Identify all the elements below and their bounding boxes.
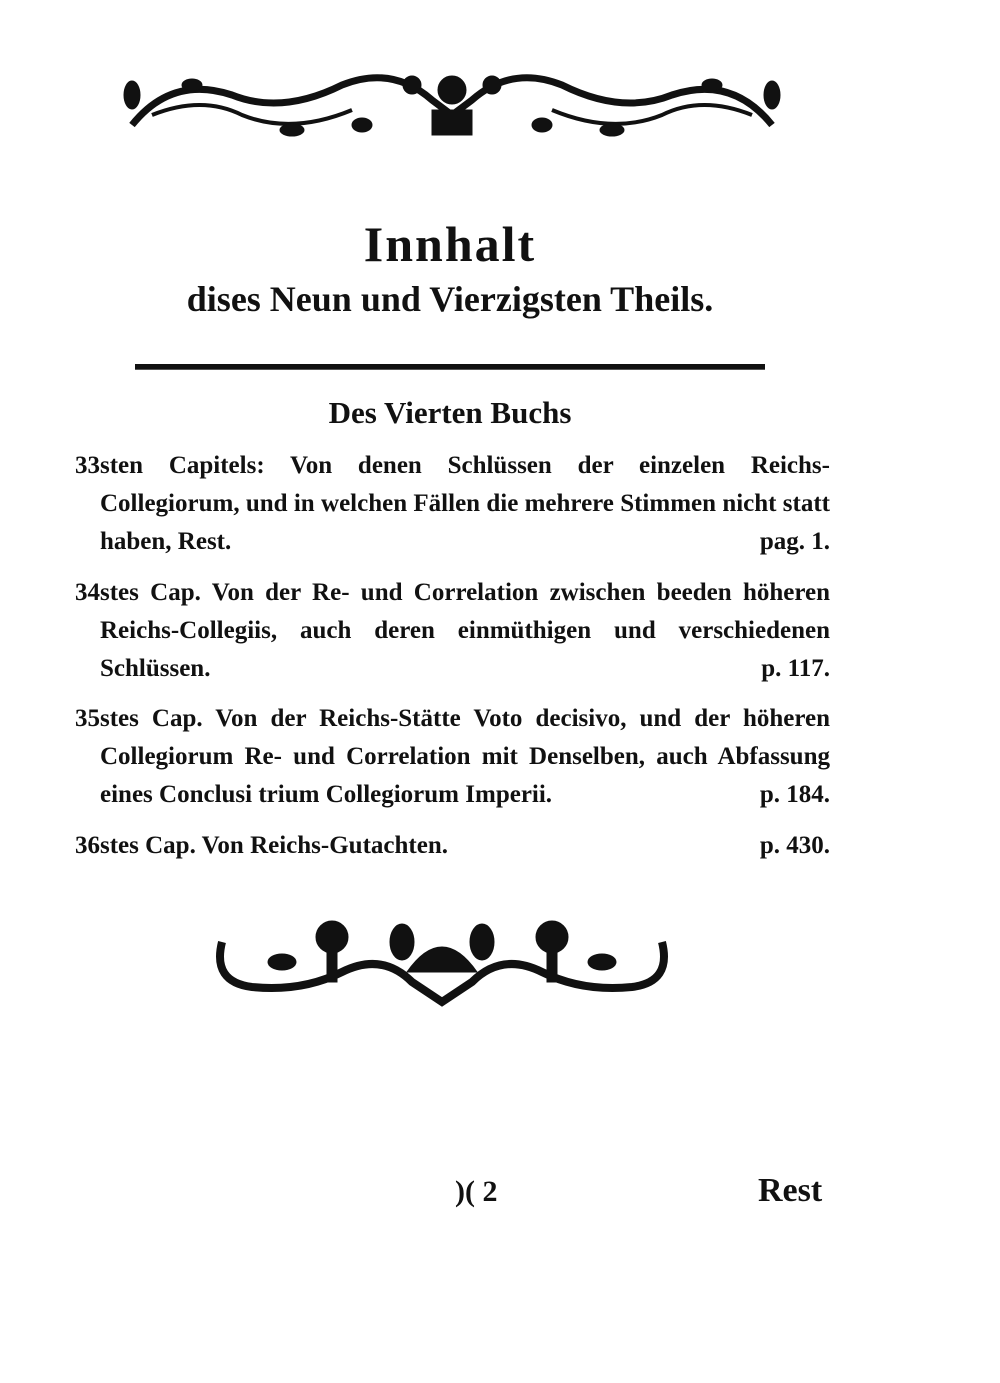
toc-entry [75, 447, 830, 561]
bottom-ornament [212, 912, 672, 1012]
top-ornament [112, 55, 792, 145]
chapter-title: Von Reichs-Gutachten. [201, 832, 448, 859]
chapter-number: 33sten Capitels: [75, 452, 265, 479]
chapter-title: Von der Re- und Correlation zwischen beeden höheren Reichs-Collegiis, auch deren einmüthigen und verschiedenen Schlüssen. [100, 579, 830, 682]
chapter-title: Von der Reichs-Stätte Voto decisivo, und der höheren Collegiorum Re- und Correlation mit Denselben, auch Abfassung eines Conclusi trium Collegiorum Imperii. [100, 705, 830, 808]
chapter-number: 34stes Cap. [75, 579, 201, 606]
page-title: Innhalt [363, 216, 537, 272]
page-subtitle: dises Neun und Vierzigsten Theils. [186, 279, 714, 319]
page-reference: p. 117. [761, 655, 830, 682]
chapter-number: 36stes Cap. [75, 832, 196, 859]
chapter-number: 35stes Cap. [75, 705, 203, 732]
divider-rule [135, 364, 765, 370]
chapter-title: Von denen Schlüssen der einzelen Reichs-Collegiorum, und in welchen Fällen die mehrere Stimmen nicht statt haben, Rest. [100, 452, 830, 555]
toc-entry [75, 574, 830, 688]
section-heading: Des Vierten Buchs [328, 395, 572, 430]
toc-entry [75, 700, 830, 814]
toc-entry [75, 827, 830, 865]
page-reference: p. 184. [759, 781, 830, 808]
page-reference: pag. 1. [759, 528, 830, 555]
signature-mark: )( 2 [455, 1175, 498, 1208]
page-reference: p. 430. [759, 832, 830, 859]
catchword: Rest [758, 1172, 823, 1209]
